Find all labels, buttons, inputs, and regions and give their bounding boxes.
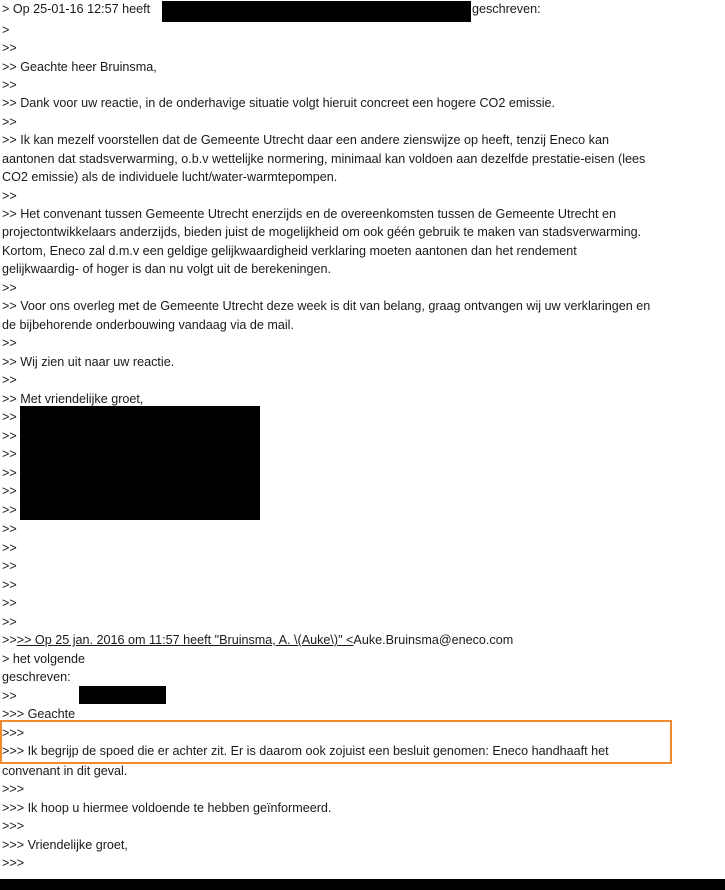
text-line: >> bbox=[2, 484, 17, 498]
paragraph-line: Kortom, Eneco zal d.m.v een geldige gelijkwaardigheid verklaring moeten aantonen dan het rendement bbox=[2, 244, 577, 258]
text-line: geschreven: bbox=[2, 670, 71, 684]
highlighted-line: >>> bbox=[2, 726, 25, 740]
salutation: >> Geachte heer Bruinsma, bbox=[2, 60, 157, 74]
highlight-box bbox=[0, 720, 672, 764]
closing-line: >>> bbox=[2, 819, 25, 833]
paragraph-line: gelijkwaardig- of hoger is dan nu volgt uit de berekeningen. bbox=[2, 262, 332, 276]
salutation: >> bbox=[2, 689, 17, 703]
paragraph-line: >> Wij zien uit naar uw reactie. bbox=[2, 355, 175, 369]
text-line: >> bbox=[2, 559, 17, 573]
paragraph-line: >>> bbox=[2, 782, 25, 796]
text-line: >> bbox=[2, 336, 17, 350]
text-line: >> bbox=[2, 466, 17, 480]
paragraph-line: aantonen dat stadsverwarming, o.b.v wettelijke normering, minimaal kan voldoen aan dezelfde prestatie-eisen (lees bbox=[2, 152, 646, 166]
text-line: convenant in dit geval. bbox=[2, 764, 128, 778]
signature-name: >>> bbox=[2, 856, 25, 870]
redacted-signature bbox=[20, 406, 260, 520]
text-line: >> bbox=[2, 447, 17, 461]
text-line: >>> Geachte bbox=[2, 707, 76, 721]
bottom-edge-bar bbox=[0, 879, 725, 890]
text-line: >> bbox=[2, 373, 17, 387]
text-line: >> bbox=[2, 189, 17, 203]
paragraph-line: projectontwikkelaars anderzijds, bieden juist de mogelijkheid om ook géén gebruik te maken van stadsverwarming. bbox=[2, 225, 642, 239]
paragraph-line: >> Ik kan mezelf voorstellen dat de Gemeente Utrecht daar een andere zienswijze op heeft, tenzij Eneco kan bbox=[2, 133, 609, 147]
paragraph-line: CO2 emissie) als de individuele lucht/water-warmtepompen. bbox=[2, 170, 338, 184]
text-line: >>> Vriendelijke groet, bbox=[2, 838, 128, 852]
text-line: >> bbox=[2, 281, 17, 295]
text-line: >> bbox=[2, 503, 17, 517]
text-line: >> bbox=[2, 41, 17, 55]
quote-header-line: > Op 25-01-16 12:57 heeft bbox=[2, 2, 151, 16]
text-line: >> bbox=[2, 596, 17, 610]
text-line: >> bbox=[2, 541, 17, 555]
text-line: >>> Ik hoop u hiermee voldoende te hebben geïnformeerd. bbox=[2, 801, 332, 815]
paragraph-line: >> Voor ons overleg met de Gemeente Utrecht deze week is dit van belang, graag ontvangen wij uw verklaringen en bbox=[2, 299, 651, 313]
redacted-name bbox=[79, 686, 166, 704]
text-line: > bbox=[2, 23, 10, 37]
text-line: >> bbox=[2, 410, 17, 424]
highlighted-line: >>> Ik begrijp de spoed die er achter zit. Er is daarom ook zojuist een besluit genomen: Eneco handhaaft het bbox=[2, 744, 609, 758]
quote-header-line: >>>> Op 25 jan. 2016 om 11:57 heeft "Bruinsma, A. \(Auke\)" <Auke.Bruinsma@eneco.com bbox=[2, 633, 514, 647]
redacted-sender bbox=[162, 1, 471, 22]
text-line: >> bbox=[2, 578, 17, 592]
paragraph-line: >> Het convenant tussen Gemeente Utrecht enerzijds en de overeenkomsten tussen de Gemeente Utrecht en bbox=[2, 207, 616, 221]
paragraph-line: >> Dank voor uw reactie, in de onderhavige situatie volgt hieruit concreet een hogere CO2 emissie. bbox=[2, 96, 556, 110]
text-line: >> bbox=[2, 615, 17, 629]
closing-line: >> Met vriendelijke groet, bbox=[2, 392, 144, 406]
text-line: >> bbox=[2, 522, 17, 536]
email-link[interactable]: >> Op 25 jan. 2016 om 11:57 heeft "Bruinsma, A. \(Auke\)" < bbox=[16, 633, 354, 647]
text-line: >> bbox=[2, 429, 17, 443]
paragraph-line: de bijbehorende onderbouwing vandaag via de mail. bbox=[2, 318, 294, 332]
quote-header-end: geschreven: bbox=[472, 2, 541, 16]
text-line: >> bbox=[2, 78, 17, 92]
text-line: > het volgende bbox=[2, 652, 85, 666]
text-line: >> bbox=[2, 115, 17, 129]
